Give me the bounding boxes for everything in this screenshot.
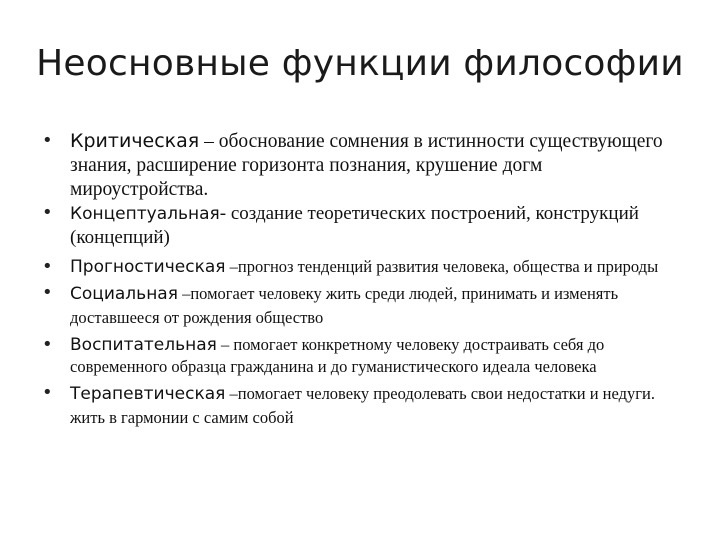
item-description: –прогноз тенденций развития человека, общества и природы [225, 257, 659, 276]
item-term: Терапевтическая [70, 384, 226, 404]
list-item-critical [42, 130, 682, 202]
item-description: – обоснование сомнения в истинности существующего знания, расширение горизонта познания, крушение догм мироустройства. [70, 131, 663, 200]
list-item-social [42, 282, 682, 330]
bullet-icon: • [42, 282, 53, 303]
item-description: –помогает человеку жить среди людей, принимать и изменять доставшееся от рождения общество [70, 284, 619, 327]
item-description: - создание теоретических построений, конструкций (концепций) [70, 203, 639, 248]
bullet-icon: • [42, 202, 53, 223]
item-description: –помогает человеку преодолевать свои недостатки и недуги. жить в гармонии с самим собой [70, 384, 655, 427]
list-item-educational [42, 334, 682, 378]
item-description: – помогает конкретному человеку достраивать себя до современного образца гражданина и до гуманистического идеала человека [70, 335, 605, 376]
item-term: Социальная [70, 284, 178, 304]
bullet-icon: • [42, 130, 53, 151]
functions-list [42, 130, 682, 430]
bullet-icon: • [42, 382, 53, 403]
bullet-icon: • [42, 256, 53, 277]
slide-title: Неосновные функции философии [36, 43, 684, 84]
list-item-conceptual [42, 202, 682, 250]
item-term: Прогностическая [70, 257, 226, 277]
item-term: Концептуальная [70, 204, 220, 224]
item-term: Воспитательная [70, 335, 217, 355]
list-item-therapeutic [42, 382, 682, 430]
list-item-prognostic [42, 256, 682, 278]
bullet-icon: • [42, 334, 53, 355]
item-term: Критическая [70, 130, 200, 152]
